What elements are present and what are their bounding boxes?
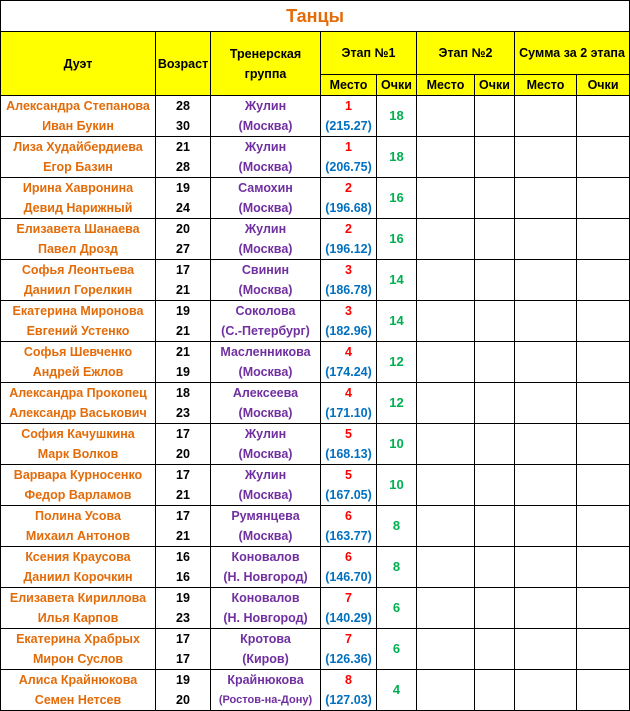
sum-points-cell (577, 178, 630, 219)
header-stage1-place: Место (321, 75, 377, 96)
stage1-place-cell (321, 260, 377, 301)
sum-place-cell (515, 342, 577, 383)
stage1-points: 14 (389, 272, 404, 287)
age-cell (156, 588, 211, 629)
duet-cell (1, 465, 156, 506)
duet-cell (1, 629, 156, 670)
age-cell (156, 547, 211, 588)
partner-2-age: 21 (176, 283, 190, 297)
coach-group-cell (211, 137, 321, 178)
stage1-place-cell (321, 547, 377, 588)
stage1-place-cell (321, 219, 377, 260)
coach-name: Самохин (238, 181, 293, 195)
table-row (1, 547, 630, 588)
header-stage2-points: Очки (475, 75, 515, 96)
stage1-points: 6 (392, 600, 401, 615)
coach-name: Жулин (244, 468, 287, 482)
coach-group-cell (211, 301, 321, 342)
duet-cell (1, 260, 156, 301)
stage1-points-cell (377, 342, 417, 383)
stage1-points-cell (377, 670, 417, 711)
header-group: Тренерская группа (211, 32, 321, 96)
sum-place-cell (515, 260, 577, 301)
sum-place-cell (515, 629, 577, 670)
stage1-place-cell (321, 424, 377, 465)
table-row (1, 588, 630, 629)
stage2-place-cell (417, 547, 475, 588)
coach-city: (Москва) (238, 406, 293, 420)
table-row (1, 629, 630, 670)
age-cell (156, 137, 211, 178)
stage1-place: 6 (345, 509, 352, 523)
coach-city: (Москва) (238, 447, 293, 461)
table-row (1, 137, 630, 178)
coach-city: (Москва) (238, 529, 293, 543)
stage2-points-cell (475, 424, 515, 465)
stage1-score: (186.78) (325, 283, 372, 297)
partner-1-name: Елизавета Шанаева (16, 222, 140, 236)
partner-1-age: 21 (176, 140, 190, 154)
stage1-points-cell (377, 260, 417, 301)
partner-2-age: 24 (176, 201, 190, 215)
header-age: Возраст (156, 32, 211, 96)
partner-2-name: Федор Варламов (24, 488, 132, 502)
partner-2-name: Михаил Антонов (25, 529, 131, 543)
stage1-points-cell (377, 424, 417, 465)
partner-1-name: Лиза Худайбердиева (13, 140, 143, 154)
partner-2-name: Даниил Горелкин (23, 283, 133, 297)
stage1-points-cell (377, 465, 417, 506)
coach-group-cell (211, 588, 321, 629)
coach-group-cell (211, 96, 321, 137)
partner-1-name: Ирина Хавронина (22, 181, 134, 195)
stage2-points-cell (475, 383, 515, 424)
sum-points-cell (577, 547, 630, 588)
duet-cell (1, 424, 156, 465)
partner-1-name: Александра Степанова (6, 99, 150, 113)
coach-name: Жулин (244, 222, 287, 236)
age-cell (156, 629, 211, 670)
age-cell (156, 342, 211, 383)
duet-cell (1, 178, 156, 219)
table-row (1, 424, 630, 465)
coach-name: Коновалов (231, 550, 300, 564)
partner-2-age: 21 (176, 488, 190, 502)
partner-2-name: Андрей Ежлов (32, 365, 124, 379)
age-cell (156, 506, 211, 547)
duet-cell (1, 588, 156, 629)
duet-cell (1, 547, 156, 588)
table-title: Танцы (1, 1, 630, 32)
stage2-place-cell (417, 96, 475, 137)
partner-2-name: Илья Карпов (37, 611, 119, 625)
age-cell (156, 383, 211, 424)
partner-1-age: 28 (176, 99, 190, 113)
stage1-place-cell (321, 342, 377, 383)
stage2-place-cell (417, 342, 475, 383)
partner-1-name: Алиса Крайнюкова (18, 673, 138, 687)
partner-1-name: Екатерина Миронова (12, 304, 144, 318)
partner-2-name: Александр Васькович (9, 406, 147, 420)
stage1-score: (174.24) (325, 365, 372, 379)
header-stage2: Этап №2 (417, 32, 515, 75)
partner-2-age: 17 (176, 652, 190, 666)
stage1-score: (167.05) (325, 488, 372, 502)
age-cell (156, 219, 211, 260)
age-cell (156, 465, 211, 506)
coach-city: (Москва) (238, 201, 293, 215)
coach-city: (Москва) (238, 283, 293, 297)
stage2-place-cell (417, 670, 475, 711)
stage1-place: 3 (345, 304, 352, 318)
partner-1-age: 17 (176, 632, 190, 646)
stage1-score: (146.70) (325, 570, 372, 584)
header-stage1: Этап №1 (321, 32, 417, 75)
age-cell (156, 424, 211, 465)
stage2-points-cell (475, 96, 515, 137)
partner-1-name: Варвара Курносенко (13, 468, 143, 482)
partner-1-age: 21 (176, 345, 190, 359)
sum-place-cell (515, 178, 577, 219)
stage1-place-cell (321, 137, 377, 178)
stage2-points-cell (475, 219, 515, 260)
duet-cell (1, 342, 156, 383)
coach-name: Алексеева (232, 386, 299, 400)
table-row (1, 383, 630, 424)
stage1-place-cell (321, 588, 377, 629)
stage1-score: (126.36) (325, 652, 372, 666)
table-row (1, 96, 630, 137)
stage1-place-cell (321, 629, 377, 670)
stage2-points-cell (475, 137, 515, 178)
stage1-points-cell (377, 219, 417, 260)
table-row (1, 219, 630, 260)
partner-2-name: Даниил Корочкин (23, 570, 133, 584)
partner-1-age: 19 (176, 181, 190, 195)
stage2-points-cell (475, 465, 515, 506)
stage1-score: (168.13) (325, 447, 372, 461)
partner-2-age: 28 (176, 160, 190, 174)
stage2-place-cell (417, 588, 475, 629)
stage1-points: 10 (389, 436, 404, 451)
sum-points-cell (577, 137, 630, 178)
partner-1-age: 19 (176, 673, 190, 687)
stage2-points-cell (475, 547, 515, 588)
duet-cell (1, 96, 156, 137)
stage1-points: 12 (389, 395, 404, 410)
coach-city: (Москва) (238, 242, 293, 256)
partner-2-age: 16 (176, 570, 190, 584)
stage1-score: (215.27) (325, 119, 372, 133)
partner-1-name: Екатерина Храбрых (16, 632, 140, 646)
stage1-score: (163.77) (325, 529, 372, 543)
partner-2-age: 21 (176, 324, 190, 338)
stage2-place-cell (417, 137, 475, 178)
stage1-place: 4 (345, 345, 352, 359)
coach-name: Коновалов (231, 591, 300, 605)
partner-1-name: Софья Шевченко (23, 345, 133, 359)
sum-points-cell (577, 670, 630, 711)
partner-1-name: Полина Усова (35, 509, 121, 523)
coach-group-cell (211, 342, 321, 383)
header-stage1-points: Очки (377, 75, 417, 96)
stage1-points-cell (377, 383, 417, 424)
sum-points-cell (577, 629, 630, 670)
partner-2-age: 20 (176, 693, 190, 707)
partner-1-name: Софья Леонтьева (21, 263, 135, 277)
stage1-place: 2 (345, 222, 352, 236)
coach-group-cell (211, 219, 321, 260)
partner-2-age: 23 (176, 611, 190, 625)
table-row (1, 178, 630, 219)
stage2-points-cell (475, 301, 515, 342)
stage1-score: (140.29) (325, 611, 372, 625)
duet-cell (1, 137, 156, 178)
sum-points-cell (577, 465, 630, 506)
stage2-place-cell (417, 383, 475, 424)
partner-2-name: Мирон Суслов (32, 652, 124, 666)
partner-2-name: Марк Волков (37, 447, 119, 461)
stage1-points-cell (377, 96, 417, 137)
table-row (1, 670, 630, 711)
stage1-points: 14 (389, 313, 404, 328)
stage1-points: 8 (392, 518, 401, 533)
coach-group-cell (211, 629, 321, 670)
header-stage2-place: Место (417, 75, 475, 96)
partner-1-age: 17 (176, 427, 190, 441)
stage2-points-cell (475, 588, 515, 629)
coach-city: (Киров) (242, 652, 289, 666)
sum-place-cell (515, 465, 577, 506)
partner-1-age: 17 (176, 509, 190, 523)
stage1-points: 18 (389, 149, 404, 164)
coach-city: (Н. Новгород) (223, 611, 308, 625)
stage2-points-cell (475, 260, 515, 301)
sum-points-cell (577, 506, 630, 547)
stage1-points: 10 (389, 477, 404, 492)
table-row (1, 301, 630, 342)
stage1-place: 7 (345, 591, 352, 605)
stage1-place-cell (321, 301, 377, 342)
stage2-points-cell (475, 342, 515, 383)
stage2-place-cell (417, 629, 475, 670)
partner-1-age: 17 (176, 263, 190, 277)
stage1-score: (127.03) (325, 693, 372, 707)
stage1-place: 8 (345, 673, 352, 687)
coach-city: (С.-Петербург) (221, 324, 310, 338)
stage2-place-cell (417, 465, 475, 506)
stage1-place: 1 (345, 140, 352, 154)
stage1-points: 12 (389, 354, 404, 369)
partner-1-age: 20 (176, 222, 190, 236)
partner-1-age: 16 (176, 550, 190, 564)
coach-name: Жулин (244, 99, 287, 113)
table-row (1, 260, 630, 301)
partner-2-age: 19 (176, 365, 190, 379)
age-cell (156, 260, 211, 301)
coach-name: Свинин (241, 263, 290, 277)
sum-points-cell (577, 96, 630, 137)
sum-place-cell (515, 301, 577, 342)
sum-place-cell (515, 424, 577, 465)
coach-city: (Москва) (238, 119, 293, 133)
partner-2-name: Семен Нетсев (34, 693, 122, 707)
duet-cell (1, 383, 156, 424)
partner-2-age: 21 (176, 529, 190, 543)
coach-city: (Москва) (238, 365, 293, 379)
stage1-place: 7 (345, 632, 352, 646)
sum-place-cell (515, 383, 577, 424)
sum-points-cell (577, 219, 630, 260)
stage1-place: 5 (345, 468, 352, 482)
coach-city: (Москва) (238, 160, 293, 174)
stage2-place-cell (417, 219, 475, 260)
partner-2-name: Егор Базин (43, 160, 113, 174)
coach-name: Соколова (235, 304, 296, 318)
age-cell (156, 670, 211, 711)
stage1-points-cell (377, 547, 417, 588)
stage2-place-cell (417, 260, 475, 301)
coach-group-cell (211, 424, 321, 465)
stage1-points-cell (377, 629, 417, 670)
coach-name: Жулин (244, 427, 287, 441)
age-cell (156, 178, 211, 219)
coach-name: Жулин (244, 140, 287, 154)
stage1-place: 4 (345, 386, 352, 400)
coach-city: (Ростов-на-Дону) (218, 694, 313, 706)
partner-1-name: Ксения Краусова (25, 550, 131, 564)
partner-1-age: 19 (176, 591, 190, 605)
partner-1-name: София Качушкина (21, 427, 135, 441)
stage1-score: (196.12) (325, 242, 372, 256)
sum-place-cell (515, 670, 577, 711)
duet-cell (1, 670, 156, 711)
table-row (1, 342, 630, 383)
stage1-place-cell (321, 383, 377, 424)
header-sum-place: Место (515, 75, 577, 96)
sum-place-cell (515, 137, 577, 178)
partner-1-name: Александра Прокопец (9, 386, 147, 400)
coach-group-cell (211, 547, 321, 588)
partner-2-name: Иван Букин (42, 119, 114, 133)
stage1-points: 16 (389, 190, 404, 205)
sum-points-cell (577, 383, 630, 424)
coach-group-cell (211, 506, 321, 547)
duet-cell (1, 219, 156, 260)
sum-place-cell (515, 588, 577, 629)
partner-2-age: 30 (176, 119, 190, 133)
partner-2-age: 27 (176, 242, 190, 256)
stage2-place-cell (417, 301, 475, 342)
stage1-points-cell (377, 301, 417, 342)
duet-cell (1, 301, 156, 342)
stage1-place: 2 (345, 181, 352, 195)
sum-points-cell (577, 424, 630, 465)
sum-place-cell (515, 96, 577, 137)
age-cell (156, 96, 211, 137)
coach-name: Кротова (240, 632, 291, 646)
header-sum-points: Очки (577, 75, 630, 96)
coach-group-cell (211, 465, 321, 506)
stage1-points: 4 (392, 682, 401, 697)
stage1-place-cell (321, 465, 377, 506)
partner-2-name: Евгений Устенко (26, 324, 130, 338)
partner-1-age: 17 (176, 468, 190, 482)
stage1-points-cell (377, 178, 417, 219)
sum-place-cell (515, 219, 577, 260)
table-row (1, 465, 630, 506)
partner-2-age: 20 (176, 447, 190, 461)
stage1-place: 6 (345, 550, 352, 564)
sum-points-cell (577, 342, 630, 383)
sum-place-cell (515, 506, 577, 547)
stage2-place-cell (417, 424, 475, 465)
stage1-points: 8 (392, 559, 401, 574)
stage1-score: (182.96) (325, 324, 372, 338)
stage1-points: 6 (392, 641, 401, 656)
partner-1-name: Елизавета Кириллова (9, 591, 147, 605)
stage2-points-cell (475, 670, 515, 711)
coach-group-cell (211, 670, 321, 711)
partner-2-name: Девид Нарижный (23, 201, 133, 215)
stage1-place: 1 (345, 99, 352, 113)
stage2-place-cell (417, 178, 475, 219)
partner-2-age: 23 (176, 406, 190, 420)
stage1-place-cell (321, 670, 377, 711)
stage1-points-cell (377, 506, 417, 547)
stage1-score: (206.75) (325, 160, 372, 174)
stage2-points-cell (475, 506, 515, 547)
sum-place-cell (515, 547, 577, 588)
coach-group-cell (211, 178, 321, 219)
coach-name: Румянцева (231, 509, 300, 523)
stage1-score: (196.68) (325, 201, 372, 215)
age-cell (156, 301, 211, 342)
sum-points-cell (577, 588, 630, 629)
stage1-place-cell (321, 178, 377, 219)
stage1-points-cell (377, 588, 417, 629)
coach-name: Масленникова (220, 345, 311, 359)
coach-group-cell (211, 383, 321, 424)
stage1-points: 18 (389, 108, 404, 123)
stage1-place-cell (321, 506, 377, 547)
stage1-place: 3 (345, 263, 352, 277)
coach-city: (Н. Новгород) (223, 570, 308, 584)
partner-2-name: Павел Дрозд (38, 242, 118, 256)
table-row (1, 506, 630, 547)
coach-group-cell (211, 260, 321, 301)
header-duet: Дуэт (1, 32, 156, 96)
stage1-place: 5 (345, 427, 352, 441)
stage2-points-cell (475, 178, 515, 219)
stage1-place-cell (321, 96, 377, 137)
stage1-score: (171.10) (325, 406, 372, 420)
partner-1-age: 19 (176, 304, 190, 318)
coach-name: Крайнюкова (227, 673, 304, 687)
duet-cell (1, 506, 156, 547)
header-sum: Сумма за 2 этапа (515, 32, 630, 75)
stage1-points-cell (377, 137, 417, 178)
stage2-points-cell (475, 629, 515, 670)
sum-points-cell (577, 260, 630, 301)
coach-city: (Москва) (238, 488, 293, 502)
sum-points-cell (577, 301, 630, 342)
stage2-place-cell (417, 506, 475, 547)
partner-1-age: 18 (176, 386, 190, 400)
stage1-points: 16 (389, 231, 404, 246)
